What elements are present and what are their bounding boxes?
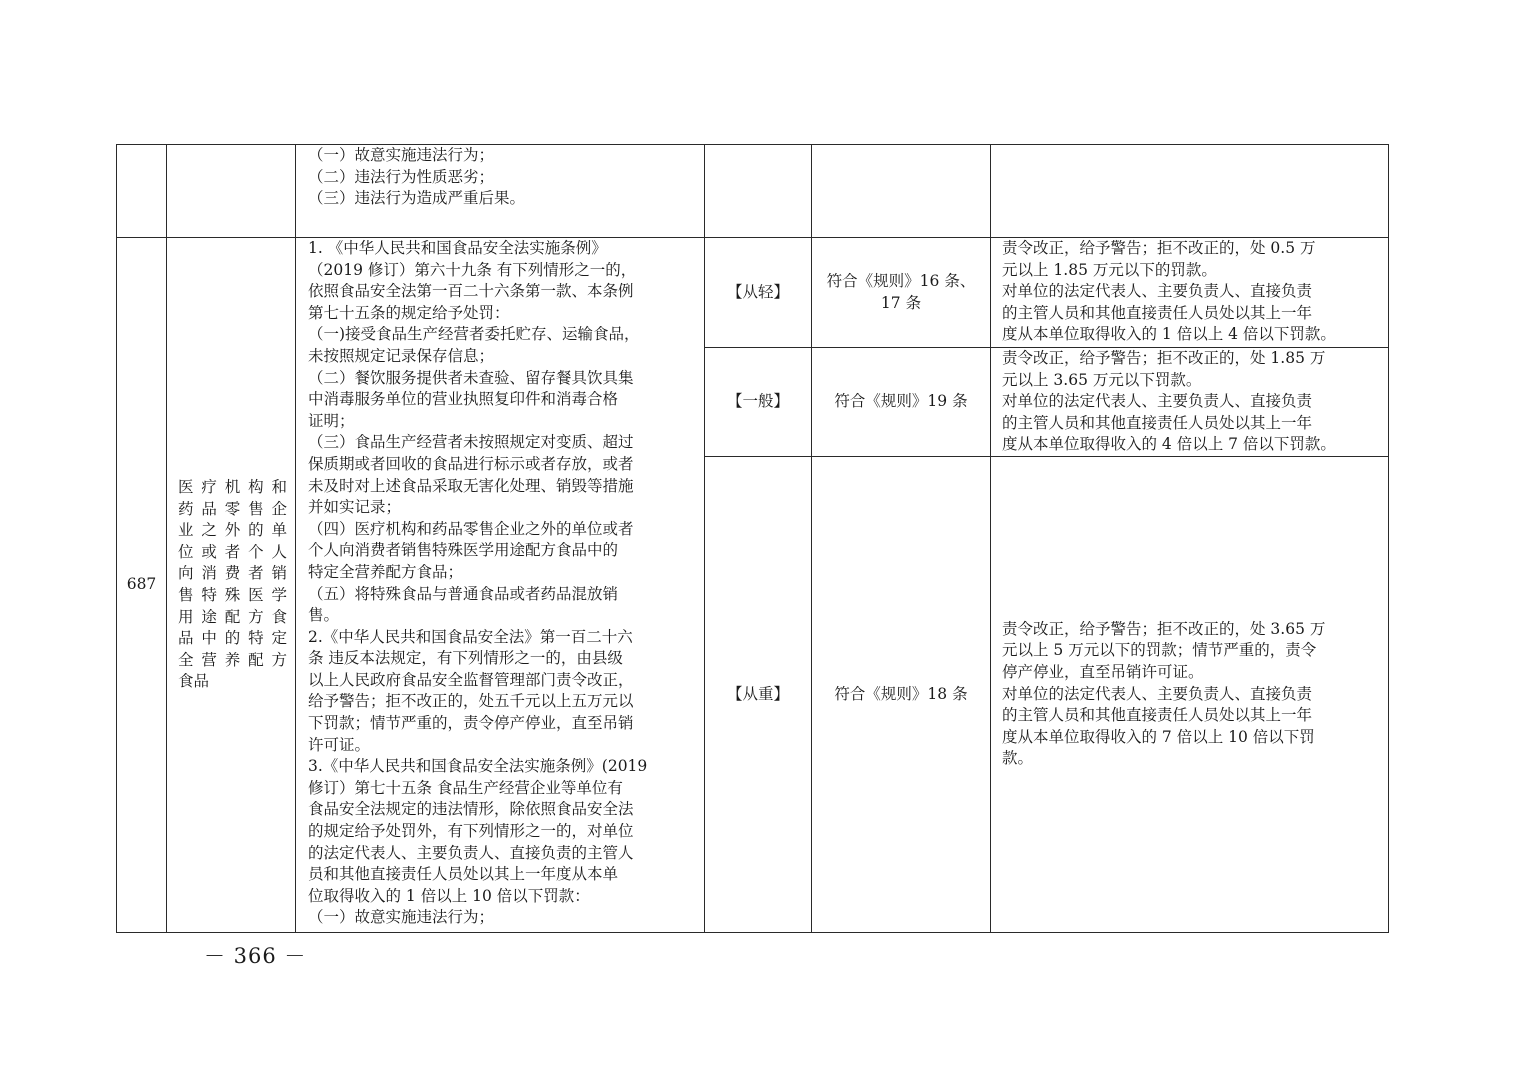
basis-line: 条 违反本法规定，有下列情形之一的，由县级 xyxy=(308,649,623,668)
standard-light-text xyxy=(991,238,1388,346)
standard-line: 的主管人员和其他直接责任人员处以其上一年 xyxy=(1002,303,1313,322)
basis-line: 1. 《中华人民共和国食品安全法实施条例》 xyxy=(308,239,607,257)
standard-heavy-text xyxy=(991,619,1388,770)
condition-line: 符合《规则》16 条、 xyxy=(826,271,976,290)
standard-line: 的主管人员和其他直接责任人员处以其上一年 xyxy=(1002,706,1313,725)
standard-general xyxy=(991,348,1389,457)
basis-line: 保质期或者回收的食品进行标示或者存放，或者 xyxy=(308,454,634,473)
basis-line: 的规定给予处罚外，有下列情形之一的，对单位 xyxy=(308,822,634,841)
standard-line: 度从本单位取得收入的 1 倍以上 4 倍以下罚款。 xyxy=(1002,325,1336,344)
standard-line: 责令改正，给予警告；拒不改正的，处 1.85 万 xyxy=(1002,349,1326,367)
basis-line: 证明； xyxy=(308,411,355,430)
basis-line: （五）将特殊食品与普通食品或者药品混放销 xyxy=(308,584,619,603)
level-general-label: 【一般】 xyxy=(726,392,789,411)
item-line: 药品零售企 xyxy=(178,499,287,518)
standard-line: 款。 xyxy=(1002,749,1034,768)
basis-line: 特定全营养配方食品； xyxy=(308,562,464,581)
level-general xyxy=(705,348,812,457)
condition-line: 17 条 xyxy=(880,293,922,312)
basis-line: （2019 修订）第六十九条 有下列情形之一的， xyxy=(308,260,637,279)
basis-line: 中消毒服务单位的营业执照复印件和消毒合格 xyxy=(308,390,619,409)
standard-heavy xyxy=(991,456,1389,932)
standard-light xyxy=(991,238,1389,348)
basis-line: （四）医疗机构和药品零售企业之外的单位或者 xyxy=(308,519,634,538)
item-line: 售特殊医学 xyxy=(178,585,287,604)
condition-general xyxy=(812,348,991,457)
condition-heavy-text xyxy=(812,684,990,706)
row-number xyxy=(117,238,167,933)
standard-line: 的主管人员和其他直接责任人员处以其上一年 xyxy=(1002,413,1313,432)
basis-cell xyxy=(296,145,705,238)
basis-line: 的法定代表人、主要负责人、直接负责的主管人 xyxy=(308,843,634,862)
basis-line: （二）违法行为性质恶劣； xyxy=(308,167,495,186)
item-line: 用途配方食 xyxy=(178,607,287,626)
basis-line: （一）故意实施违法行为； xyxy=(308,908,495,927)
penalty-standards-table xyxy=(116,144,1389,933)
page-number: － 366 － xyxy=(204,944,307,968)
standard-general-text xyxy=(991,348,1388,456)
standard-line: 对单位的法定代表人、主要负责人、直接负责 xyxy=(1002,392,1313,411)
item-line: 全营养配方 xyxy=(178,650,287,669)
basis-line: 第七十五条的规定给予处罚： xyxy=(308,303,510,322)
level-light xyxy=(705,238,812,348)
level-cell xyxy=(705,145,812,238)
level-heavy-label: 【从重】 xyxy=(726,684,789,703)
item-line: 食品 xyxy=(178,672,210,691)
item-name-cell xyxy=(167,238,296,933)
basis-line: 个人向消费者销售特殊医学用途配方食品中的 xyxy=(308,541,619,560)
basis-line: 给予警告；拒不改正的，处五千元以上五万元以 xyxy=(308,692,634,711)
item-name-text xyxy=(167,477,295,693)
standard-line: 责令改正，给予警告；拒不改正的，处 3.65 万 xyxy=(1002,619,1326,638)
table-row-continued xyxy=(117,145,1389,238)
basis-line: 修订）第七十五条 食品生产经营企业等单位有 xyxy=(308,778,623,797)
basis-line: （一）故意实施违法行为； xyxy=(308,146,495,164)
basis-line: 以上人民政府食品安全监督管理部门责令改正， xyxy=(308,670,634,689)
number-cell xyxy=(117,145,167,238)
basis-line: 位取得收入的 1 倍以上 10 倍以下罚款： xyxy=(308,886,590,905)
basis-line: 依照食品安全法第一百二十六条第一款、本条例 xyxy=(308,282,634,301)
basis-line: 员和其他直接责任人员处以其上一年度从本单 xyxy=(308,865,619,884)
condition-line: 符合《规则》19 条 xyxy=(834,392,968,411)
basis-line: （三）违法行为造成严重后果。 xyxy=(308,189,526,208)
standard-line: 度从本单位取得收入的 4 倍以上 7 倍以下罚款。 xyxy=(1002,435,1336,454)
table-row-687-light xyxy=(117,238,1389,348)
legal-basis-text xyxy=(296,238,704,929)
basis-line: 售。 xyxy=(308,606,340,625)
basis-line: （三）食品生产经营者未按照规定对变质、超过 xyxy=(308,433,634,452)
basis-line: 许可证。 xyxy=(308,735,371,754)
standard-line: 对单位的法定代表人、主要负责人、直接负责 xyxy=(1002,282,1313,301)
standard-line: 责令改正，给予警告；拒不改正的，处 0.5 万 xyxy=(1002,239,1316,257)
level-light-label: 【从轻】 xyxy=(726,282,789,301)
item-line: 位或者个人 xyxy=(178,542,287,561)
basis-text xyxy=(296,145,704,210)
legal-basis-cell xyxy=(296,238,705,933)
item-line: 品中的特定 xyxy=(178,629,287,648)
basis-line: 未及时对上述食品采取无害化处理、销毁等措施 xyxy=(308,476,634,495)
standard-line: 度从本单位取得收入的 7 倍以上 10 倍以下罚 xyxy=(1002,727,1315,746)
basis-line: （一)接受食品生产经营者委托贮存、运输食品， xyxy=(308,325,640,344)
standard-line: 对单位的法定代表人、主要负责人、直接负责 xyxy=(1002,684,1313,703)
condition-line: 符合《规则》18 条 xyxy=(834,684,968,703)
basis-line: 2.《中华人民共和国食品安全法》第一百二十六 xyxy=(308,627,633,646)
item-line: 向消费者销 xyxy=(178,564,287,583)
condition-cell xyxy=(812,145,991,238)
item-line: 业之外的单 xyxy=(178,521,287,540)
basis-line: （二）餐饮服务提供者未查验、留存餐具饮具集 xyxy=(308,368,634,387)
standard-line: 元以上 1.85 万元以下的罚款。 xyxy=(1002,260,1217,279)
condition-general-text xyxy=(812,391,990,413)
basis-line: 下罚款；情节严重的，责令停产停业，直至吊销 xyxy=(308,714,634,733)
basis-line: 食品安全法规定的违法情形，除依照食品安全法 xyxy=(308,800,634,819)
condition-heavy xyxy=(812,456,991,932)
standard-line: 元以上 5 万元以下的罚款；情节严重的，责令 xyxy=(1002,641,1317,660)
condition-light xyxy=(812,238,991,348)
basis-line: 并如实记录； xyxy=(308,498,402,517)
condition-light-text xyxy=(812,271,990,314)
row-number-text: 687 xyxy=(126,575,157,594)
item-line: 医疗机构和 xyxy=(178,478,287,497)
standard-line: 停产停业，直至吊销许可证。 xyxy=(1002,663,1204,682)
basis-line: 未按照规定记录保存信息； xyxy=(308,346,495,365)
basis-line: 3.《中华人民共和国食品安全法实施条例》(2019 xyxy=(308,757,648,776)
item-cell xyxy=(167,145,296,238)
standard-line: 元以上 3.65 万元以下罚款。 xyxy=(1002,370,1202,389)
standard-cell xyxy=(991,145,1389,238)
level-heavy xyxy=(705,456,812,932)
